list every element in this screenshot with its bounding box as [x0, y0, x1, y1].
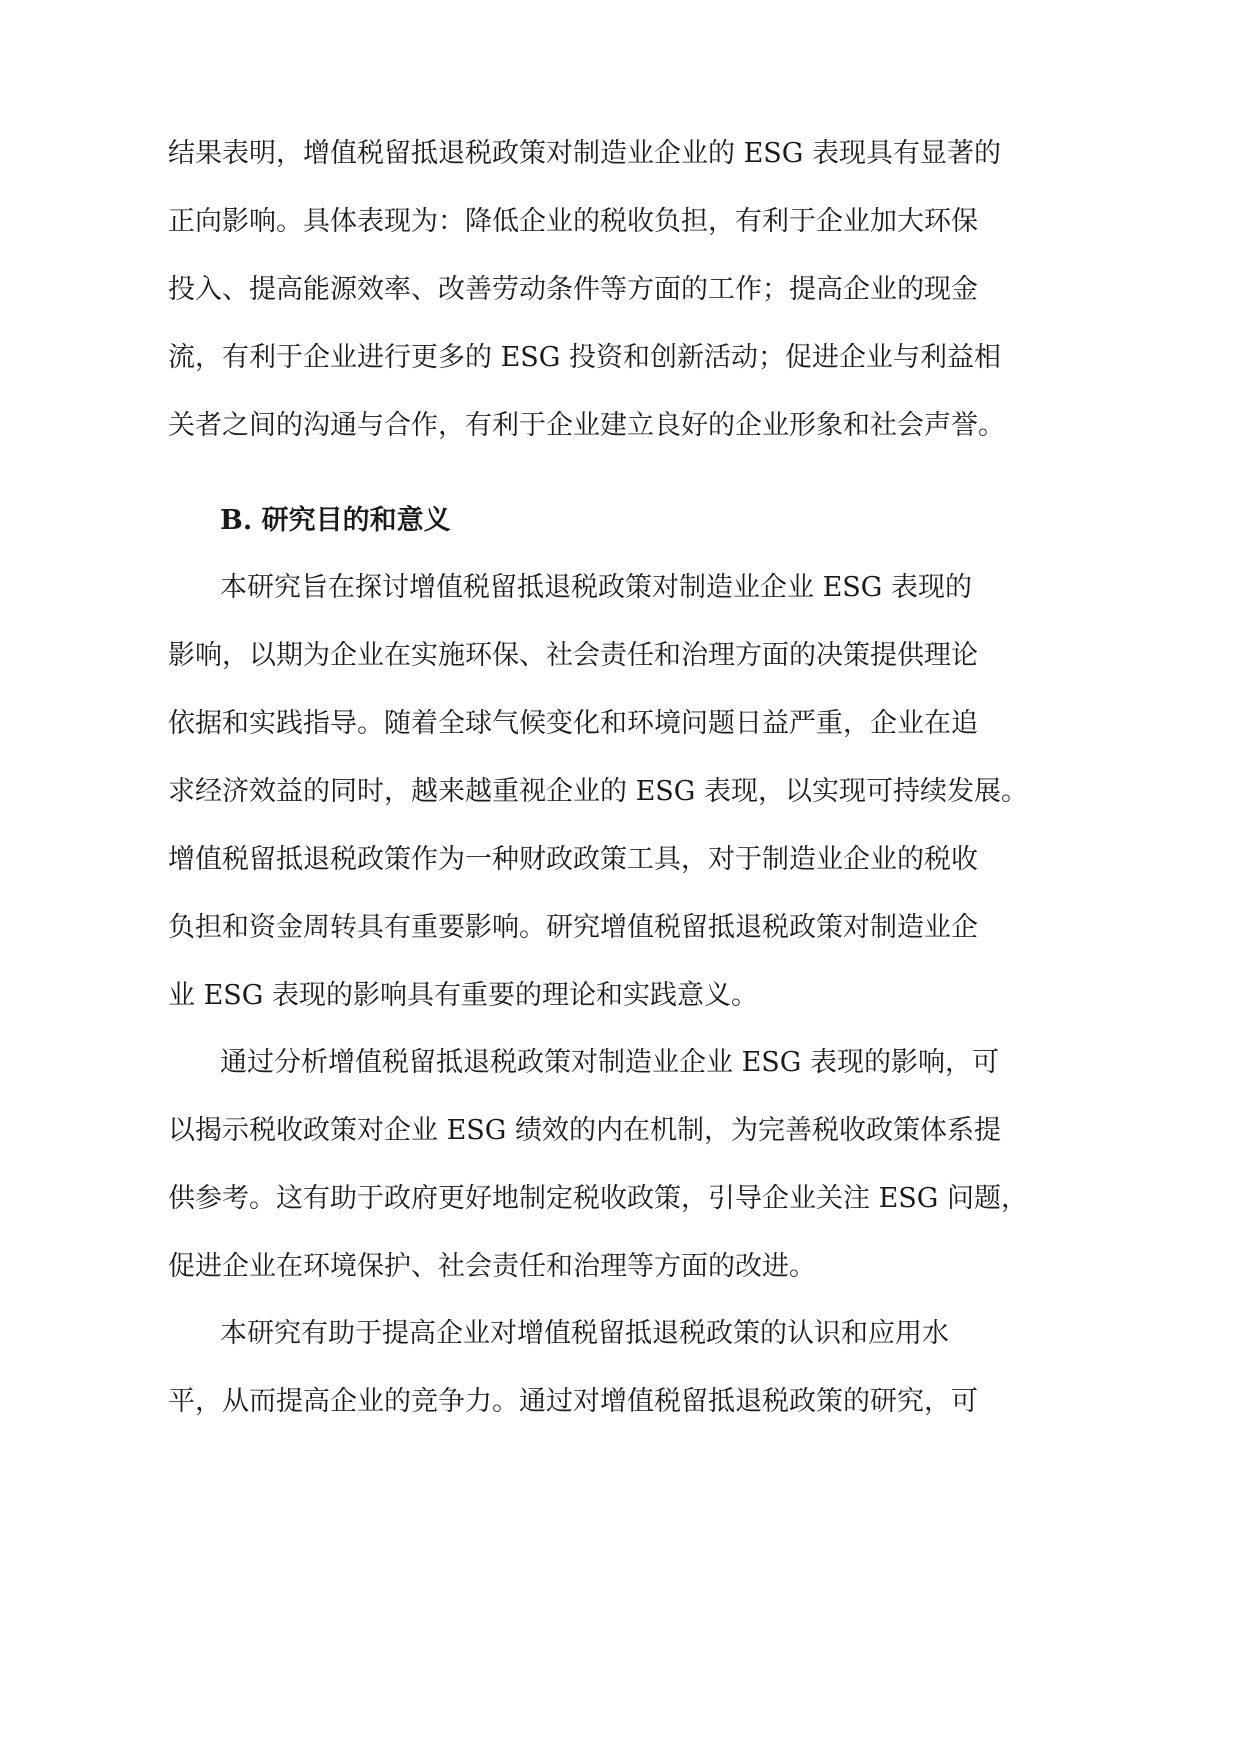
paragraph-line: 负担和资金周转具有重要影响。研究增值税留抵退税政策对制造业企: [168, 912, 978, 943]
paragraph-line: 以揭示税收政策对企业 ESG 绩效的内在机制，为完善税收政策体系提: [168, 1115, 1001, 1146]
paragraph-line: 供参考。这有助于政府更好地制定税收政策，引导企业关注 ESG 问题，: [168, 1183, 1028, 1214]
paragraph-line: 依据和实践指导。随着全球气候变化和环境问题日益严重，企业在追: [168, 708, 978, 739]
paragraph-line: 正向影响。具体表现为：降低企业的税收负担，有利于企业加大环保: [168, 206, 978, 237]
paragraph-line: 增值税留抵退税政策作为一种财政政策工具，对于制造业企业的税收: [168, 844, 978, 875]
paragraph-line: 流，有利于企业进行更多的 ESG 投资和创新活动；促进企业与利益相: [168, 342, 1001, 373]
paragraph-line: 投入、提高能源效率、改善劳动条件等方面的工作；提高企业的现金: [168, 274, 978, 305]
paragraph-line: 关者之间的沟通与合作，有利于企业建立良好的企业形象和社会声誉。: [168, 410, 1005, 441]
paragraph-line: 通过分析增值税留抵退税政策对制造业企业 ESG 表现的影响，可: [220, 1047, 999, 1078]
paragraph-line: 业 ESG 表现的影响具有重要的理论和实践意义。: [168, 980, 758, 1011]
paragraph-line: 结果表明，增值税留抵退税政策对制造业企业的 ESG 表现具有显著的: [168, 138, 1001, 169]
section-heading: B. 研究目的和意义: [220, 505, 451, 536]
paragraph-line: 求经济效益的同时，越来越重视企业的 ESG 表现，以实现可持续发展。: [168, 776, 1028, 807]
paragraph-line: 促进企业在环境保护、社会责任和治理等方面的改进。: [168, 1251, 816, 1282]
paragraph-line: 本研究有助于提高企业对增值税留抵退税政策的认识和应用水: [220, 1318, 949, 1349]
paragraph-line: 影响，以期为企业在实施环保、社会责任和治理方面的决策提供理论: [168, 640, 978, 671]
paragraph-line: 平，从而提高企业的竞争力。通过对增值税留抵退税政策的研究，可: [168, 1386, 978, 1417]
paragraph-line: 本研究旨在探讨增值税留抵退税政策对制造业企业 ESG 表现的: [220, 572, 972, 603]
